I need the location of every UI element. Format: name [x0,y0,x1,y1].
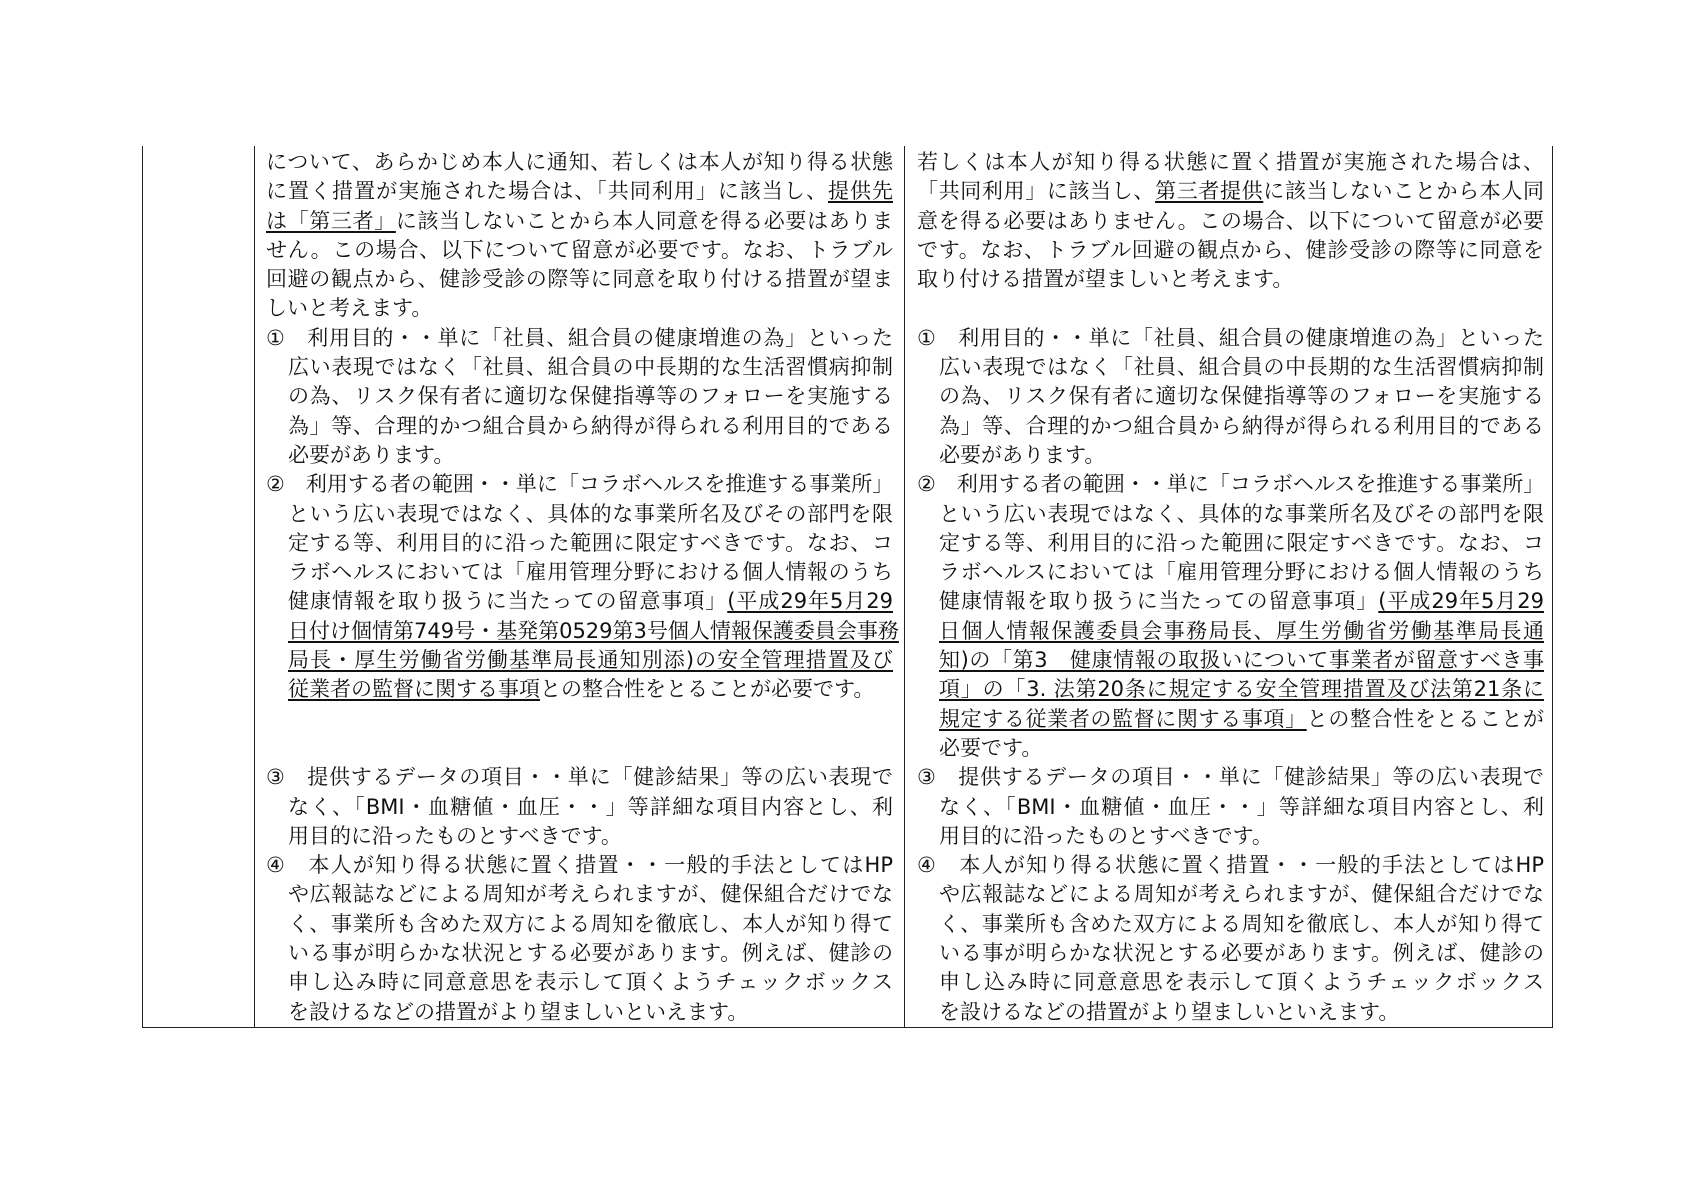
text-segment: です。なお、トラブル回避の観点から、健診受診の際等に同意を [917,237,1544,262]
list-item [266,851,893,1027]
text-line [266,529,893,558]
text-segment: 定する等、利用目的に沿った範囲に限定すべきです。なお、コ [288,530,893,555]
text-line [266,734,893,763]
text-line [266,587,893,616]
text-segment: ① 利用目的・・単に「社員、組合員の健康増進の為」といった [266,325,893,350]
text-segment: の為、リスク保有者に適切な保健指導等のフォローを実施する [288,384,893,409]
text-line [917,734,1544,763]
list-item [917,763,1544,851]
text-line [917,851,1544,880]
text-line [917,382,1544,411]
text-segment: ラボヘルスにおいては「雇用管理分野における個人情報のうち [288,560,893,585]
text-segment: しいと考えます。 [266,296,433,321]
text-segment: ② 利用する者の範囲・・単に「コラボヘルスを推進する事業所」 [917,472,1545,497]
list-item [917,470,1544,763]
text-segment: という広い表現ではなく、具体的な事業所名及びその部門を限 [939,501,1544,526]
text-segment: に該当しないことから本人同意を得る必要はありま [395,208,894,233]
underlined-text: 提供先 [827,179,894,204]
list-item [266,324,893,470]
text-segment: ① 利用目的・・単に「社員、組合員の健康増進の為」といった [917,325,1544,350]
text-line [917,412,1544,441]
text-line [266,968,893,997]
left-column-text [266,148,899,1027]
text-segment: 為」等、合理的かつ組合員から納得が得られる利用目的である [288,413,893,438]
list-item [266,763,893,851]
text-line [266,441,893,470]
text-segment: に該当しないことから本人同 [1263,179,1545,204]
text-segment: 必要です。 [939,735,1043,760]
text-line [917,675,1544,704]
text-segment: 用目的に沿ったものとすべきです。 [939,823,1273,848]
text-line [266,910,893,939]
underlined-text: (平成29年5月29 [1378,589,1545,614]
text-line [917,587,1544,616]
text-line [917,265,1544,294]
list-item [917,324,1544,470]
text-segment: や広報誌などによる周知が考えられますが、健保組合だけでな [288,882,893,907]
text-segment: 広い表現ではなく「社員、組合員の中長期的な生活習慣病抑制 [288,355,893,380]
text-line [266,382,893,411]
text-segment: や広報誌などによる周知が考えられますが、健保組合だけでな [939,882,1544,907]
text-line [266,646,893,675]
text-line [266,353,893,382]
text-segment: について、あらかじめ本人に通知、若しくは本人が知り得る状態 [266,150,893,174]
text-line [917,470,1544,499]
text-segment: 「共同利用」に該当し、 [917,179,1156,204]
text-line [266,500,893,529]
text-segment: 回避の観点から、健診受診の際等に同意を取り付ける措置が望ま [266,267,893,292]
text-segment: なく、「BMI・血糖値・血圧・・」等詳細な項目内容とし、利 [288,794,893,819]
text-line [266,705,893,734]
text-segment: 取り付ける措置が望ましいと考えます。 [917,267,1294,292]
text-line [266,675,893,704]
text-segment: 健康情報を取り扱うに当たっての留意事項」 [288,589,728,614]
text-segment: ③ 提供するデータの項目・・単に「健診結果」等の広い表現で [266,765,893,790]
text-line [917,177,1544,206]
underlined-text: 第三者提供 [1155,179,1264,204]
text-segment: 健康情報を取り扱うに当たっての留意事項」 [939,589,1379,614]
text-line [917,529,1544,558]
underlined-text: 項」の「3. 法第20条に規定する安全管理措置及び法第21条に [939,677,1544,702]
text-segment: を設けるなどの措置がより望ましいといえます。 [939,999,1400,1024]
text-line [917,939,1544,968]
text-segment: く、事業所も含めた双方による周知を徹底し、本人が知り得て [939,911,1544,936]
text-line [917,910,1544,939]
text-segment: の為、リスク保有者に適切な保健指導等のフォローを実施する [939,384,1544,409]
underlined-text: 従業者の監督に関する事項 [288,677,540,702]
intro-paragraph [917,148,1544,294]
text-line [266,822,893,851]
text-line [917,207,1544,236]
text-segment: いる事が明らかな状況とする必要があります。例えば、健診の [939,941,1544,966]
text-line [266,617,899,646]
text-line [266,148,893,177]
text-segment: 申し込み時に同意意思を表示して頂くようチェックボックス [939,970,1544,995]
text-segment: せん。この場合、以下について留意が必要です。なお、トラブル [266,237,893,262]
text-line [917,236,1544,265]
text-line [917,705,1544,734]
text-line [266,939,893,968]
text-line [917,880,1544,909]
text-line [266,851,893,880]
text-line [266,294,893,323]
text-segment: 為」等、合理的かつ組合員から納得が得られる利用目的である [939,413,1544,438]
text-segment: く、事業所も含めた双方による周知を徹底し、本人が知り得て [288,911,893,936]
text-line [266,470,893,499]
text-segment: 定する等、利用目的に沿った範囲に限定すべきです。なお、コ [939,530,1544,555]
underlined-text: 日付け個情第749号・基発第0529第3号個人情報保護委員会事務 [288,618,899,643]
text-line [266,793,893,822]
text-line [266,236,893,265]
column-divider [904,146,905,1028]
text-segment: 若しくは本人が知り得る状態に置く措置が実施された場合は、 [917,150,1544,174]
column-divider [254,146,255,1028]
text-line [266,998,893,1027]
text-segment: ② 利用する者の範囲・・単に「コラボヘルスを推進する事業所」 [266,472,894,497]
text-segment: との整合性をとることが必要です。 [540,677,875,702]
text-segment: なく、「BMI・血糖値・血圧・・」等詳細な項目内容とし、利 [939,794,1544,819]
text-segment: ④ 本人が知り得る状態に置く措置・・一般的手法としてはHP [266,853,893,878]
underlined-text: 規定する従業者の監督に関する事項」 [939,706,1307,731]
text-segment: 用目的に沿ったものとすべきです。 [288,823,622,848]
text-line [266,207,893,236]
text-segment: 意を得る必要はありません。この場合、以下について留意が必要 [917,208,1544,233]
text-segment: 申し込み時に同意意思を表示して頂くようチェックボックス [288,970,893,995]
text-line [266,177,893,206]
text-line [917,353,1544,382]
text-line [266,265,893,294]
text-line [917,998,1544,1027]
text-line [917,558,1544,587]
text-segment: ④ 本人が知り得る状態に置く措置・・一般的手法としてはHP [917,853,1544,878]
text-segment: 広い表現ではなく「社員、組合員の中長期的な生活習慣病抑制 [939,355,1544,380]
text-segment: に置く措置が実施された場合は、「共同利用」に該当し、 [266,179,828,204]
text-line [266,763,893,792]
text-line [917,294,1544,323]
underlined-text: 知)の「第3 健康情報の取扱いについて事業者が留意すべき事 [939,648,1544,673]
text-line [266,324,893,353]
text-line [917,324,1544,353]
text-segment: という広い表現ではなく、具体的な事業所名及びその部門を限 [288,501,893,526]
text-segment: いる事が明らかな状況とする必要があります。例えば、健診の [288,941,893,966]
blank-space [917,294,1544,323]
right-column-text [917,148,1544,1027]
text-segment: を設けるなどの措置がより望ましいといえます。 [288,999,749,1024]
blank-space [266,705,893,764]
text-line [917,617,1544,646]
text-line [917,968,1544,997]
text-segment: 必要があります。 [288,442,455,467]
text-line [266,880,893,909]
text-segment: 必要があります。 [939,442,1106,467]
text-line [266,558,893,587]
underlined-text: は「第三者」 [266,208,396,233]
text-segment: との整合性をとることが [1306,706,1544,731]
text-segment: ③ 提供するデータの項目・・単に「健診結果」等の広い表現で [917,765,1544,790]
intro-paragraph [266,148,893,324]
text-line [917,763,1544,792]
text-segment: ラボヘルスにおいては「雇用管理分野における個人情報のうち [939,560,1544,585]
text-line [266,412,893,441]
text-line [917,822,1544,851]
text-line [917,646,1544,675]
text-line [917,500,1544,529]
list-item [917,851,1544,1027]
underlined-text: 日個人情報保護委員会事務局長、厚生労働省労働基準局長通 [939,618,1544,643]
text-line [917,441,1544,470]
list-item [266,470,899,704]
text-line [917,148,1544,177]
text-line [917,793,1544,822]
underlined-text: 局長・厚生労働省労働基準局長通知別添)の安全管理措置及び [288,648,893,673]
underlined-text: (平成29年5月29 [727,589,894,614]
